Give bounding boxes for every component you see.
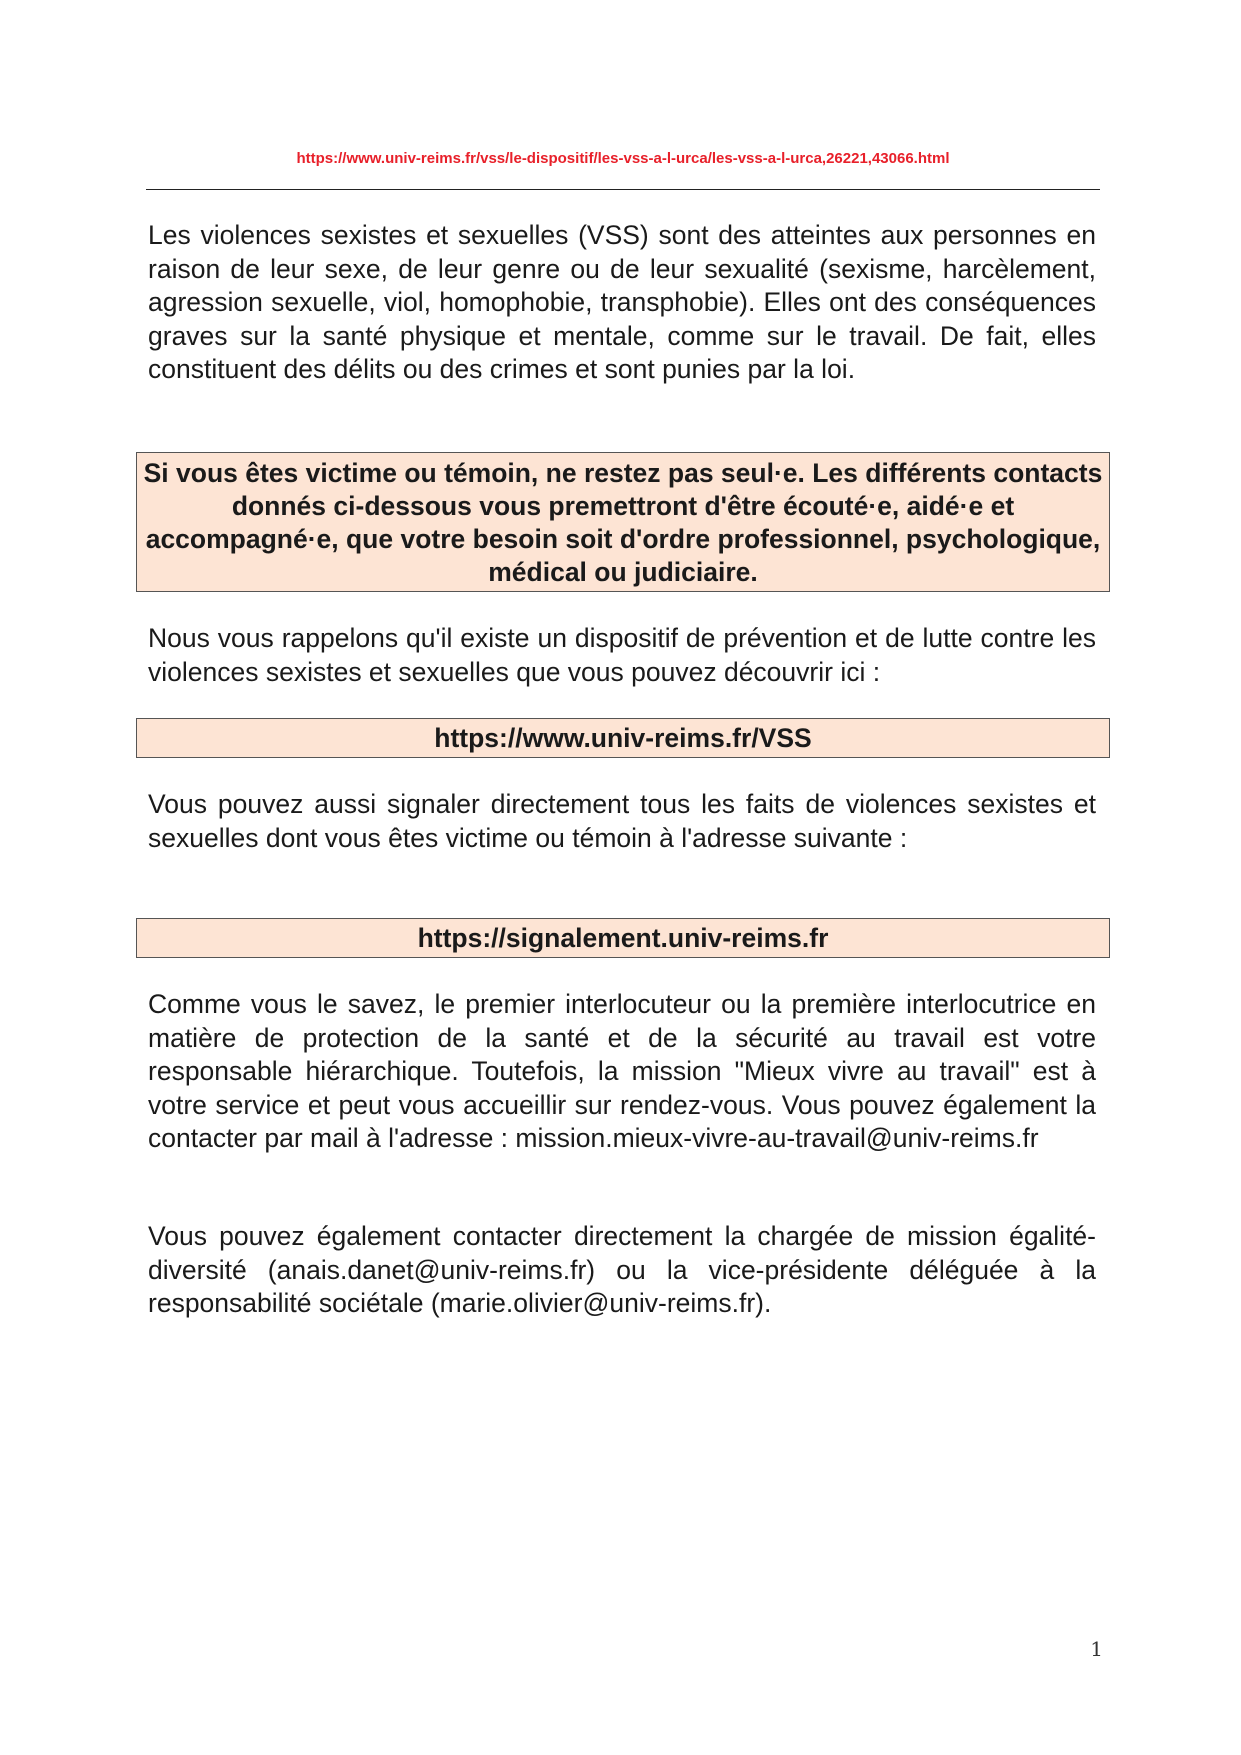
contacts-paragraph: Vous pouvez également contacter directement la chargée de mission égalité-diversité (anais.danet@univ-reims.fr) ou la vice-présidente déléguée à la responsabilité sociétale (marie.olivier@univ-reims.fr). — [148, 1221, 1096, 1319]
page-number: 1 — [1090, 1637, 1103, 1661]
report-link-box[interactable]: https://signalement.univ-reims.fr — [136, 918, 1110, 958]
mission-paragraph: Comme vous le savez, le premier interlocuteur ou la première interlocutrice en matière de protection de la santé et de la sécurité au travail est votre responsable hiérarchique. Toutefois, la mission "Mieux vivre au travail" est à votre service et peut vous accueillir sur rendez-vous. Vous pouvez également la contacter par mail à l'adresse : mission.mieux-vivre-au-travail@univ-reims.fr — [148, 989, 1096, 1154]
vss-link-box[interactable]: https://www.univ-reims.fr/VSS — [136, 718, 1110, 758]
prevention-paragraph: Nous vous rappelons qu'il existe un dispositif de prévention et de lutte contre les violences sexistes et sexuelles que vous pouvez découvrir ici : — [148, 623, 1096, 687]
notice-box: Si vous êtes victime ou témoin, ne restez pas seul·e. Les différents contacts donnés ci-dessous vous premettront d'être écouté·e, aidé·e et accompagné·e, que votre besoin soit d'ordre professionnel, psychologique, médical ou judiciaire. — [136, 452, 1110, 592]
source-url[interactable]: https://www.univ-reims.fr/vss/le-dispositif/les-vss-a-l-urca/les-vss-a-l-urca,26221,43066.html — [296, 150, 950, 167]
report-paragraph: Vous pouvez aussi signaler directement tous les faits de violences sexistes et sexuelles dont vous êtes victime ou témoin à l'adresse suivante : — [148, 789, 1096, 853]
header-divider — [146, 189, 1100, 190]
intro-paragraph: Les violences sexistes et sexuelles (VSS) sont des atteintes aux personnes en raison de leur sexe, de leur genre ou de leur sexualité (sexisme, harcèlement, agression sexuelle, viol, homophobie, transphobie). Elles ont des conséquences graves sur la santé physique et mentale, comme sur le travail. De fait, elles constituent des délits ou des crimes et sont punies par la loi. — [148, 220, 1096, 385]
